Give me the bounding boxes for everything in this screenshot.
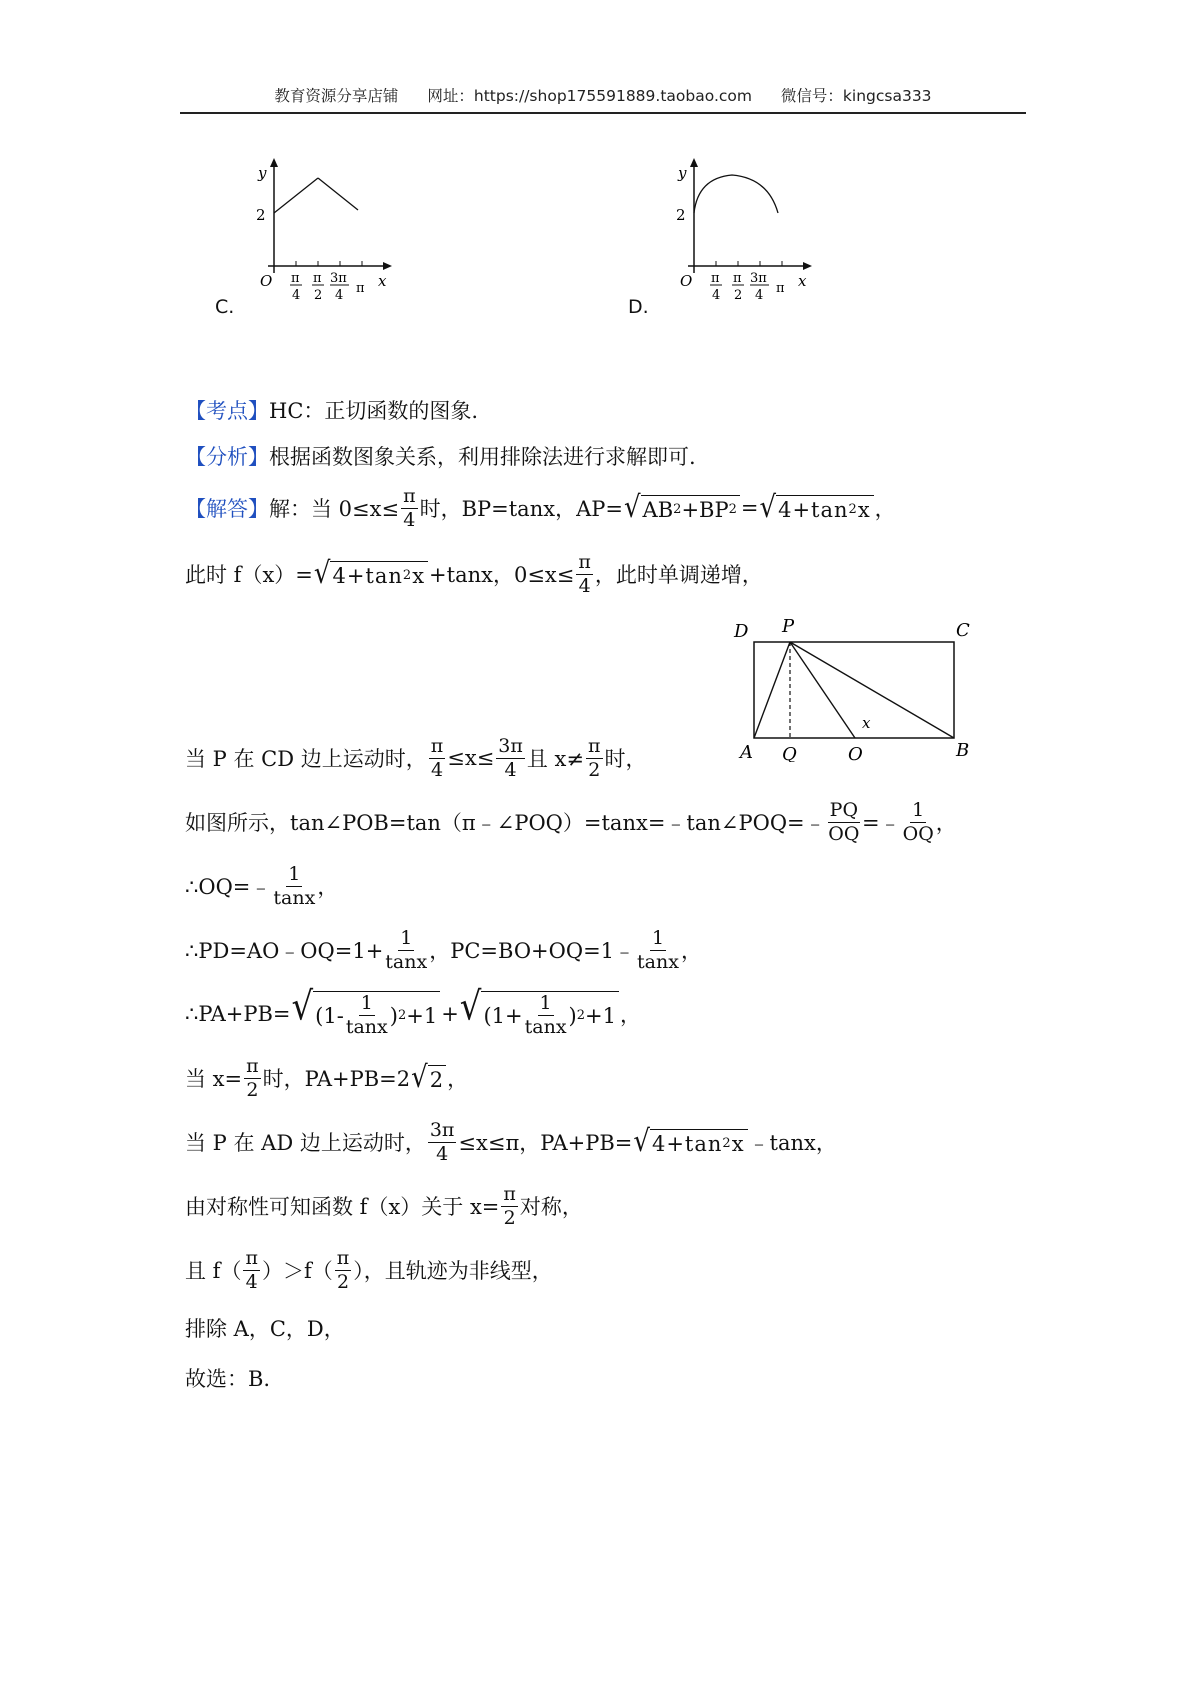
label-C: C (956, 620, 970, 641)
solution-line-4 (185, 800, 957, 844)
text: ﹣tanx， (748, 1131, 837, 1155)
text: 当 x= (185, 1067, 243, 1091)
text: ， (874, 497, 896, 521)
solution-line-12 (185, 1306, 345, 1350)
option-c-graph (248, 158, 398, 318)
solution-line-8 (185, 1056, 468, 1100)
solution-line-7 (185, 984, 641, 1038)
solution-line-2 (185, 552, 763, 596)
text: ，PC=BO+OQ=1﹣ (429, 939, 636, 963)
fraction-pi-2: $\frac{\pi}{2}$ (246, 1054, 259, 1101)
text: ，此时单调递增， (594, 563, 763, 587)
text: ， (620, 1003, 641, 1027)
fenxi-tag: 【分析】 (185, 445, 269, 469)
sqrt-2: √ 2 (411, 1065, 446, 1092)
fenxi-line (185, 434, 696, 478)
y-tick: 2 (256, 206, 266, 224)
answer: 故选：B. (185, 1367, 271, 1391)
text: ∴OQ=﹣ (185, 875, 272, 899)
wechat-id: 微信号：kingcsa333 (780, 87, 932, 105)
option-d-label: D. (628, 296, 649, 318)
text: 如图所示，tan∠POB=tan（π﹣∠POQ）=tanx=﹣tan∠POQ=﹣ (185, 811, 826, 835)
kaodian-text: HC：正切函数的图象. (269, 399, 479, 423)
text: ≤x≤π，PA+PB= (458, 1131, 633, 1155)
angle-x: x (862, 714, 871, 732)
text: 且 f（ (185, 1259, 242, 1283)
text: ），且轨迹为非线型， (353, 1259, 553, 1283)
tick-pi-4-den: 4 (292, 288, 301, 303)
text: 解：当 0≤x≤ (269, 497, 400, 521)
x-axis-label: x (378, 272, 387, 290)
option-d-graph (668, 158, 818, 318)
text: ∴PA+PB= (185, 1002, 291, 1026)
solution-line-11 (185, 1248, 553, 1292)
fraction-1-tanx: $\frac{1}{\tan x}$ (273, 862, 316, 909)
sqrt-4-tan2x: √ 4+tan 2 x (633, 1129, 747, 1156)
tick-pi-2-den: 2 (734, 288, 743, 303)
text: 由对称性可知函数 f（x）关于 x= (185, 1195, 500, 1219)
text: 排除 A，C，D， (185, 1317, 345, 1341)
kaodian-tag: 【考点】 (185, 399, 269, 423)
label-O: O (848, 744, 863, 762)
text: 时， (604, 747, 647, 771)
tick-pi-2-den: 2 (314, 288, 323, 303)
sqrt-4-tan2x: √ 4+tan 2 x (314, 561, 428, 588)
fraction-pi-2: $\frac{\pi}{2}$ (503, 1182, 516, 1229)
shop-name: 教育资源分享店铺 (274, 87, 399, 105)
shop-url: 网址：https://shop175591889.taobao.com (427, 87, 752, 105)
text: 此时 f（x）= (185, 563, 313, 587)
text: 且 x≠ (526, 747, 584, 771)
tick-pi: π (356, 281, 365, 296)
sqrt-expression-2: √ (1+ $\frac{1}{\tan x}$ ) 2 +1 (460, 991, 619, 1037)
solution-line-1 (185, 486, 896, 530)
fraction-1-tanx: $\frac{1}{\tan x}$ (385, 926, 428, 973)
fraction-pi-2: $\frac{\pi}{2}$ (588, 734, 601, 781)
sqrt-ab-bp: √ AB 2 + BP 2 (624, 495, 740, 522)
fraction-3pi-4: $\frac{3\pi}{4}$ (429, 1118, 455, 1165)
text: ， (317, 875, 339, 899)
tick-pi-4-num: π (291, 271, 300, 286)
label-D: D (734, 621, 749, 642)
label-P: P (782, 616, 795, 637)
label-Q: Q (782, 744, 797, 762)
text: +tanx，0≤x≤ (429, 563, 575, 587)
tick-3pi-4-num: 3π (330, 271, 347, 286)
rectangle-figure (730, 612, 970, 762)
fraction-pi-2: $\frac{\pi}{2}$ (336, 1246, 350, 1293)
tick-3pi-4-den: 4 (335, 288, 344, 303)
y-tick: 2 (676, 206, 686, 224)
tick-pi-4-num: π (711, 271, 720, 286)
text: ≤x≤ (447, 746, 495, 770)
solution-line-13 (185, 1356, 270, 1400)
text: 对称， (519, 1195, 583, 1219)
tick-pi: π (776, 281, 785, 296)
fenxi-text: 根据函数图象关系，利用排除法进行求解即可. (269, 445, 696, 469)
tick-pi-2-num: π (313, 271, 322, 286)
text: 当 P 在 CD 边上运动时， (185, 747, 427, 771)
origin-label: O (680, 272, 693, 290)
text: 当 P 在 AD 边上运动时， (185, 1131, 426, 1155)
fraction-pi-4: $\frac{\pi}{4}$ (245, 1246, 258, 1293)
text: ， (680, 939, 702, 963)
fraction-1-tanx: $\frac{1}{\tan x}$ (637, 926, 679, 973)
tick-3pi-4-num: 3π (750, 271, 767, 286)
option-c-label: C. (215, 296, 235, 318)
tick-pi-2-num: π (733, 271, 742, 286)
fraction-3pi-4: $\frac{3\pi}{4}$ (498, 734, 523, 781)
text: =﹣ (862, 811, 901, 835)
label-A: A (740, 742, 753, 762)
label-B: B (956, 740, 970, 761)
text: 时，BP=tanx，AP= (419, 497, 623, 521)
fraction-1-oq: $\frac{1}{OQ}$ (902, 798, 934, 845)
solution-line-9 (185, 1120, 837, 1164)
page-header (180, 84, 1026, 114)
text: ∴PD=AO﹣OQ=1+ (185, 939, 384, 963)
jieda-tag: 【解答】 (185, 497, 269, 521)
origin-label: O (260, 272, 273, 290)
sqrt-4-tan2x: √ 4+tan 2 x (760, 495, 874, 522)
fraction-pi-4: $\frac{\pi}{4}$ (403, 484, 416, 531)
solution-line-5 (185, 864, 338, 908)
text: ， (447, 1067, 469, 1091)
text: = (740, 496, 759, 520)
text: + (441, 1002, 459, 1026)
solution-line-3 (185, 736, 647, 780)
text: 时，PA+PB=2 (262, 1067, 411, 1091)
fraction-pi-4: $\frac{\pi}{4}$ (578, 550, 591, 597)
tick-pi-4-den: 4 (712, 288, 721, 303)
kaodian-line (185, 388, 478, 432)
solution-line-10 (185, 1184, 583, 1228)
y-axis-label: y (258, 164, 267, 182)
x-axis-label: x (798, 272, 807, 290)
fraction-pi-4: $\frac{\pi}{4}$ (430, 734, 444, 781)
y-axis-label: y (678, 164, 687, 182)
solution-line-6 (185, 928, 702, 972)
text: ）＞f（ (261, 1259, 333, 1283)
sqrt-expression-1: √ (1- $\frac{1}{\tan x}$ ) 2 +1 (291, 991, 440, 1037)
tick-3pi-4-den: 4 (755, 288, 764, 303)
text: ， (935, 811, 957, 835)
fraction-pq-oq: $\frac{PQ}{OQ}$ (828, 798, 860, 845)
